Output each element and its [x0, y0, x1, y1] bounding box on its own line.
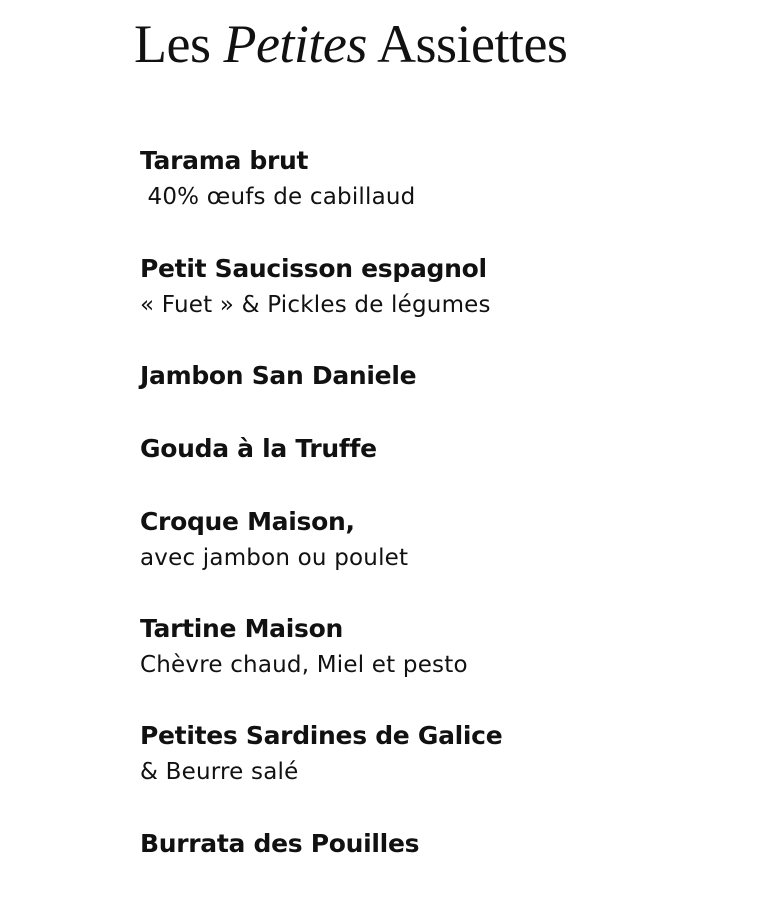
menu-item-description: & Beurre salé [140, 759, 299, 785]
menu-item-description: Chèvre chaud, Miel et pesto [140, 652, 468, 678]
menu-item-burrata [140, 826, 740, 862]
menu-item-name: Burrata des Pouilles [140, 829, 420, 858]
menu-item-sardines [140, 718, 740, 790]
menu-item-name: Gouda à la Truffe [140, 434, 377, 463]
menu-title [134, 12, 567, 76]
menu-title-part-1: Les [134, 14, 224, 74]
menu-title-part-3: Assiettes [366, 14, 568, 74]
menu-item-croque [140, 504, 740, 576]
menu-item-tarama [140, 143, 740, 215]
menu-title-accent: Petites [223, 14, 367, 74]
menu-item-name: Croque Maison, [140, 507, 355, 536]
menu-item-name: Petites Sardines de Galice [140, 721, 503, 750]
menu-item-saucisson [140, 251, 740, 323]
menu-item-jambon [140, 358, 740, 394]
menu-item-gouda [140, 431, 740, 467]
menu-item-name: Tartine Maison [140, 614, 343, 643]
menu-item-name: Jambon San Daniele [140, 361, 417, 390]
menu-item-name: Petit Saucisson espagnol [140, 254, 487, 283]
menu-item-name: Tarama brut [140, 146, 309, 175]
menu-item-tartine [140, 611, 740, 683]
menu-item-description: « Fuet » & Pickles de légumes [140, 292, 491, 318]
menu-item-description: 40% œufs de cabillaud [140, 184, 416, 210]
menu-item-description: avec jambon ou poulet [140, 545, 409, 571]
